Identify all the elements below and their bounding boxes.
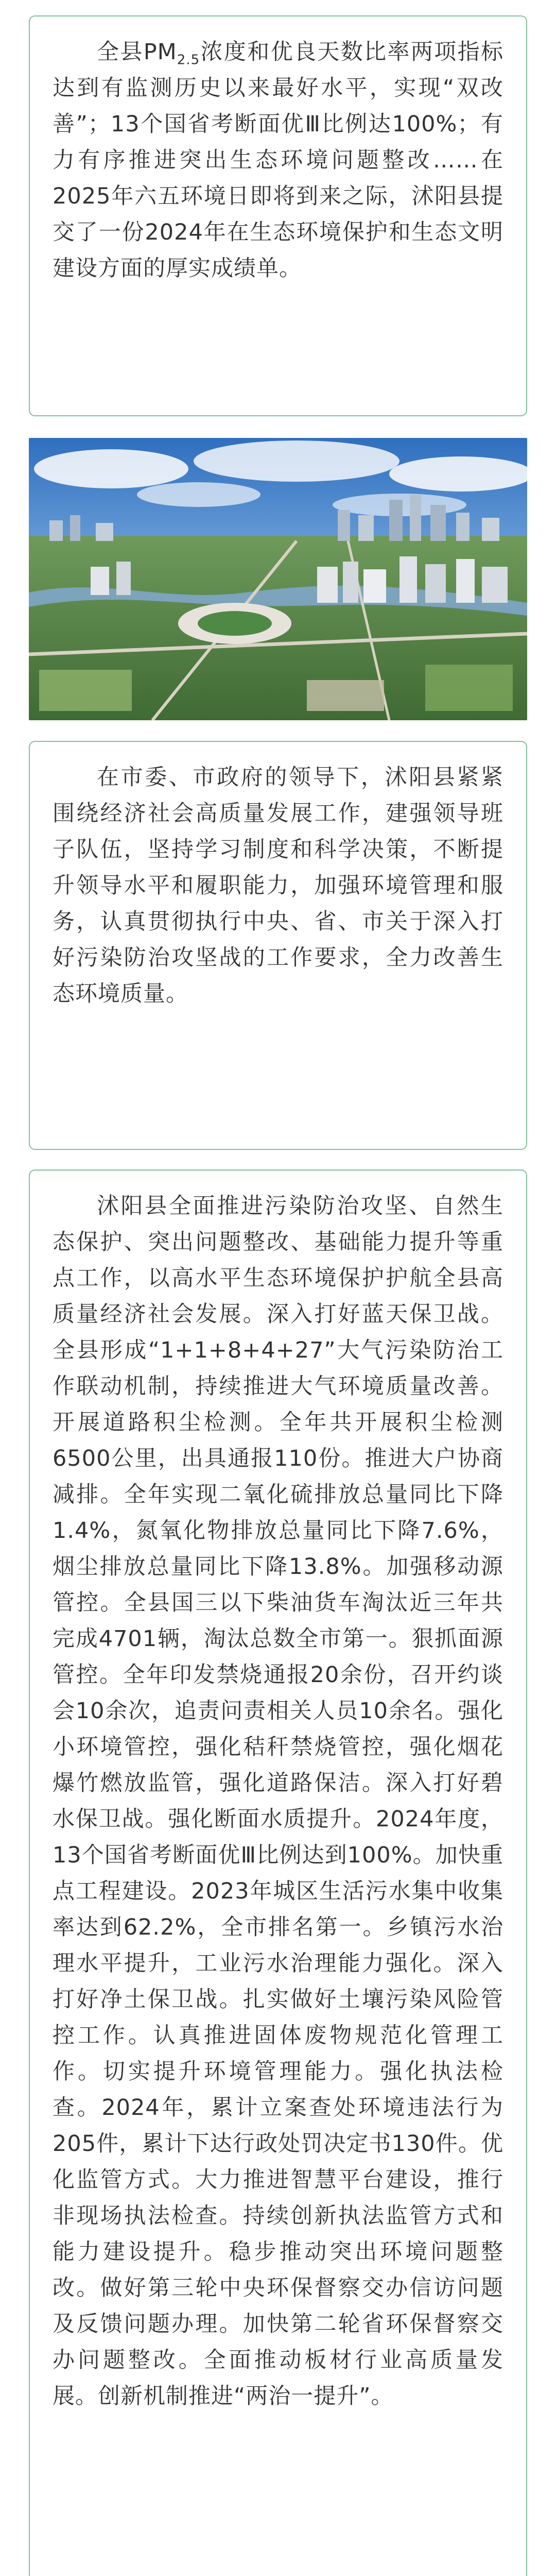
leadership-card <box>29 741 527 1150</box>
achievements-card <box>29 1170 527 2576</box>
pm-subscript: 2.5 <box>177 52 200 68</box>
aerial-city-photo <box>29 438 527 720</box>
intro-card <box>29 15 527 416</box>
achievements-paragraph: 沭阳县全面推进污染防治攻坚、自然生态保护、突出问题整改、基础能力提升等重点工作，以高水平生态环境保护护航全县高质量经济社会发展。深入打好蓝天保卫战。全县形成“1+1+8+4+27”大气污染防治工作联动机制，持续推进大气环境质量改善。开展道路积尘检测。全年共开展积尘检测6500公里，出具通报110份。推进大户协商减排。全年实现二氧化硫排放总量同比下降1.4%，氮氧化物排放总量同比下降7.6%，烟尘排放总量同比下降13.8%。加强移动源管控。全县国三以下柴油货车淘汰近三年共完成4701辆，淘汰总数全市第一。狠抓面源管控。全年印发禁烧通报20余份，召开约谈会10余次，追责问责相关人员10余名。强化小环境管控，强化秸秆禁烧管控，强化烟花爆竹燃放监管，强化道路保洁。深入打好碧水保卫战。强化断面水质提升。2024年度，13个国省考断面优Ⅲ比例达到100%。加快重点工程建设。2023年城区生活污水集中收集率达到62.2%，全市排名第一。乡镇污水治理水平提升，工业污水治理能力强化。深入打好净土保卫战。扎实做好土壤污染风险管控工作。认真推进固体废物规范化管理工作。切实提升环境管理能力。强化执法检查。2024年，累计立案查处环境违法行为205件，累计下达行政处罚决定书130件。优化监管方式。大力推进智慧平台建设，推行非现场执法检查。持续创新执法监管方式和能力建设提升。稳步推动突出环境问题整改。做好第三轮中央环保督察交办信访问题及反馈问题办理。加快第二轮省环保督察交办问题整改。全面推动板材行业高质量发展。创新机制推进“两治一提升”。 <box>53 1193 503 2409</box>
intro-paragraph: 全县$PM_{2.5}$浓度和优良天数比率两项指标达到有监测历史以来最好水平，实现“双改善”；13个国省考断面优Ⅲ比例达100%；有力有序推进突出生态环境问题整改……在2025年六五环境日即将到来之际，沭阳县提交了一份2024年在生态环境保护和生态文明建设方面的厚实成绩单。 <box>53 39 504 281</box>
leadership-paragraph: 在市委、市政府的领导下，沭阳县紧紧围绕经济社会高质量发展工作，建强领导班子队伍，坚持学习制度和科学决策，不断提升领导水平和履职能力，加强环境管理和服务，认真贯彻执行中央、省、市关于深入打好污染防治攻坚战的工作要求，全力改善生态环境质量。 <box>53 765 503 1007</box>
